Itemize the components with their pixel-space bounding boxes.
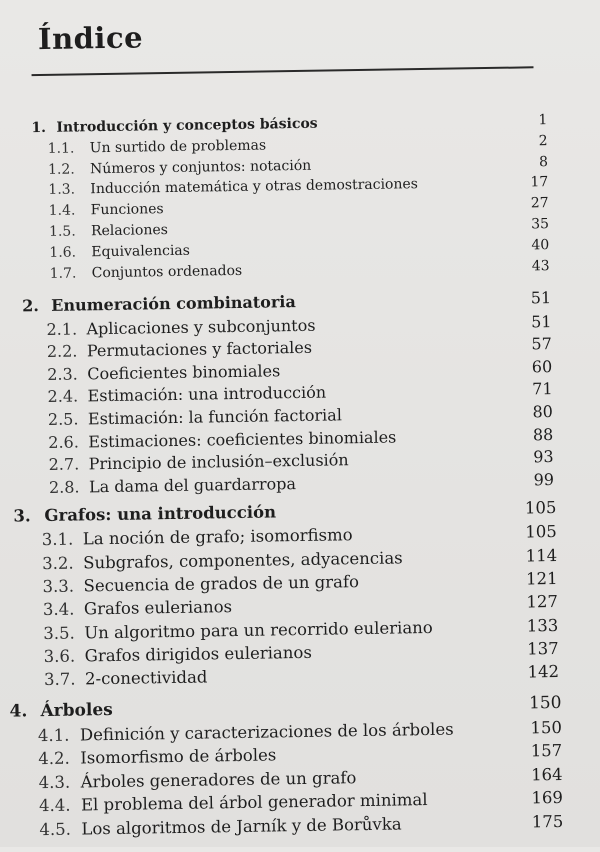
section-page-number: 105 (525, 522, 557, 542)
section-number: 2.3. (47, 364, 78, 384)
page-title: Índice (37, 20, 144, 57)
section-number: 4.3. (38, 772, 71, 792)
section-page-number: 175 (531, 811, 564, 831)
section-number: 3.1. (41, 529, 74, 550)
section-page-number: 164 (530, 764, 563, 784)
section-title: Los algoritmos de Jarník y de Borůvka (81, 813, 402, 838)
section-number: 3.4. (42, 599, 75, 620)
section-title: Conjuntos ordenados (91, 262, 243, 281)
section-title: Relaciones (90, 222, 169, 240)
title-rule (32, 66, 534, 76)
section-title: Isomorfismo de árboles (80, 745, 277, 768)
section-page-number: 60 (531, 356, 553, 377)
section-title: Un algoritmo para un recorrido euleriano (84, 617, 433, 642)
section-title: Principio de inclusión–exclusión (88, 450, 349, 474)
section-page-number: 57 (531, 334, 552, 354)
section-title: Árboles generadores de un grafo (80, 767, 357, 791)
section-page-number: 51 (530, 311, 552, 331)
chapter-title: Grafos: una introducción (44, 502, 277, 526)
section-page-number: 127 (526, 592, 559, 612)
chapter-number: 3. (13, 506, 31, 526)
section-title: Aplicaciones y subconjuntos (86, 315, 316, 338)
section-title: La dama del guardarropa (88, 473, 297, 497)
section-page-number: 35 (531, 216, 550, 233)
section-number: 2.8. (48, 477, 80, 497)
section-number: 2.4. (47, 386, 79, 407)
section-page-number: 40 (531, 236, 550, 254)
section-title: Grafos dirigidos eulerianos (84, 642, 312, 666)
section-title: Grafos eulerianos (83, 597, 233, 619)
section-title: 2-conectividad (84, 667, 208, 689)
chapter-number: 4. (9, 701, 28, 722)
chapter-page-number: 1 (538, 112, 548, 129)
section-page-number: 137 (526, 638, 559, 659)
section-page-number: 71 (532, 379, 553, 399)
section-number: 2.2. (46, 341, 78, 362)
section-number: 1.6. (49, 244, 77, 261)
section-page-number: 142 (527, 662, 560, 682)
section-title: Inducción matemática y otras demostraciones (90, 176, 419, 198)
section-number: 2.1. (46, 319, 78, 339)
section-title: Números y conjuntos: notación (89, 157, 312, 177)
chapter-number: 1. (31, 119, 47, 137)
section-page-number: 93 (533, 447, 554, 467)
section-page-number: 114 (525, 545, 558, 566)
section-number: 4.1. (37, 725, 70, 745)
section-title: Permutaciones y factoriales (86, 337, 313, 361)
chapter-page-number: 150 (528, 692, 562, 714)
section-number: 1.4. (48, 202, 76, 220)
section-page-number: 133 (526, 615, 559, 635)
section-title: Secuencia de grados de un grafo (83, 571, 360, 596)
section-title: Definición y caracterizaciones de los árboles (79, 719, 454, 744)
section-number: 2.5. (47, 409, 79, 429)
section-number: 4.2. (38, 748, 70, 769)
section-number: 1.3. (48, 181, 76, 199)
section-title: Equivalencias (91, 242, 191, 261)
section-page-number: 43 (531, 257, 550, 274)
section-page-number: 2 (538, 132, 548, 150)
section-page-number: 8 (538, 153, 549, 170)
chapter-title: Introducción y conceptos básicos (56, 115, 318, 136)
section-page-number: 157 (530, 740, 563, 761)
section-page-number: 169 (531, 787, 564, 808)
section-number: 4.4. (38, 795, 71, 816)
section-page-number: 150 (530, 717, 563, 737)
chapter-page-number: 51 (530, 288, 552, 308)
section-number: 1.5. (48, 223, 76, 240)
section-number: 1.1. (47, 140, 75, 157)
section-page-number: 121 (525, 568, 558, 589)
section-page-number: 17 (530, 174, 549, 191)
section-number: 3.2. (42, 553, 74, 573)
section-number: 3.6. (43, 646, 76, 666)
section-number: 3.7. (43, 669, 76, 690)
section-title: La noción de grafo; isomorfismo (82, 525, 353, 549)
section-page-number: 27 (530, 195, 549, 212)
section-title: Funciones (90, 201, 164, 219)
section-page-number: 80 (532, 402, 554, 422)
section-number: 2.7. (48, 454, 80, 475)
section-page-number: 99 (533, 469, 555, 490)
section-number: 3.5. (43, 623, 75, 643)
chapter-page-number: 105 (524, 497, 557, 518)
section-number: 1.7. (49, 265, 77, 282)
chapter-number: 2. (22, 296, 40, 316)
section-title: Subgrafos, componentes, adyacencias (83, 547, 403, 573)
section-title: El problema del árbol generador minimal (80, 790, 428, 815)
section-title: Coeficientes binomiales (87, 361, 281, 384)
chapter-title: Enumeración combinatoria (51, 292, 296, 315)
section-number: 4.5. (39, 819, 72, 839)
section-page-number: 88 (532, 424, 554, 444)
section-number: 2.6. (48, 432, 79, 452)
section-number: 1.2. (47, 161, 75, 178)
section-title: Estimación: una introducción (87, 382, 327, 406)
chapter-title: Árboles (40, 699, 113, 722)
section-title: Estimaciones: coeficientes binomiales (88, 427, 397, 451)
section-title: Un surtido de problemas (89, 137, 267, 157)
section-number: 3.3. (42, 576, 75, 596)
section-title: Estimación: la función factorial (87, 405, 342, 429)
